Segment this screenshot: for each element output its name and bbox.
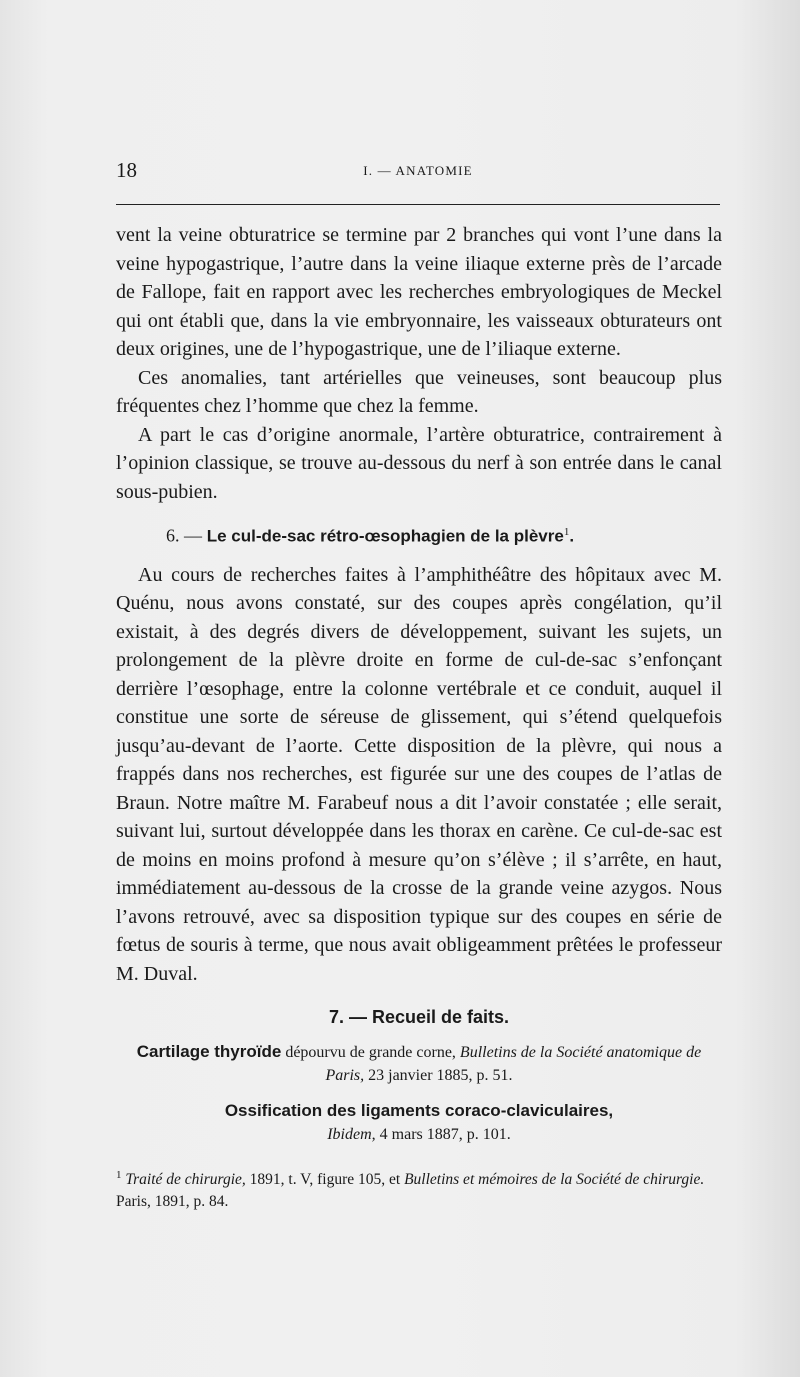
section-6-title: Le cul-de-sac rétro-œsophagien de la plèvre <box>206 526 564 546</box>
page-header <box>116 158 720 188</box>
reference-1-journal: Bulletins de la Société anatomique de Paris, <box>325 1044 702 1085</box>
reference-1-date: 23 janvier 1885, p. 51. <box>364 1067 513 1085</box>
reference-1 <box>116 1040 722 1087</box>
footnote-end: Paris, 1891, p. 84. <box>116 1193 229 1211</box>
footnote-details: 1891, t. V, figure 105, et <box>245 1171 405 1189</box>
paragraph-4: Au cours de recherches faites à l’amphithéâtre des hôpitaux avec M. Quénu, nous avons constaté, sur des coupes après congélation, qu’il existait, à des degrés divers de développement, suivant les sujets, un prolongement de la plèvre droite en forme de cul-de-sac s’enfonçant derrière l’œsophage, entre la colonne vertébrale et ce conduit, auquel il constitue une sorte de séreuse de glissement, qui s’étend quelquefois jusqu’au-devant de l’aorte. Cette disposition de la plèvre, qui nous a frappés dans nos recherches, est figurée sur une des coupes de l’atlas de Braun. Notre maître M. Farabeuf nous a dit l’avoir constatée ; elle serait, suivant lui, surtout développée dans les thorax en carène. Ce cul-de-sac est de moins en moins profond à mesure qu’on s’élève ; il s’arrête, en haut, immédiatement au-dessous de la crosse de la grande veine azygos. Nous l’avons retrouvé, avec sa disposition typique sur des coupes en série de fœtus de souris à terme, que nous avait obligeamment prêtées le professeur M. Duval. <box>116 563 722 985</box>
paragraph-1: vent la veine obturatrice se termine par 2 branches qui vont l’une dans la veine hypogastrique, l’autre dans la veine iliaque externe près de l’arcade de Fallope, fait en rapport avec les recherches embryologiques de Meckel qui ont établi que, dans la vie embryonnaire, les vaisseaux obturateurs ont deux origines, une de l’hypogastrique, une de l’iliaque externe. <box>116 224 722 360</box>
reference-2-ibid: Ibidem, <box>327 1126 376 1144</box>
body-text <box>116 221 722 1213</box>
section-7-number: 7. — <box>328 1007 367 1028</box>
section-7-title: Recueil de faits. <box>371 1007 510 1028</box>
footnote-mark: 1 <box>116 1169 122 1182</box>
paragraph-2: Ces anomalies, tant artérielles que veineuses, sont beaucoup plus fréquentes chez l’homme que chez la femme. <box>116 366 722 417</box>
section-6-heading <box>116 520 722 549</box>
footnote-1 <box>116 1164 722 1213</box>
footnote-work: Traité de chirurgie, <box>125 1171 246 1189</box>
reference-2-date: 4 mars 1887, p. 101. <box>375 1126 511 1144</box>
reference-2-title: Ossification des ligaments coraco-claviculaires, <box>224 1101 614 1121</box>
footnote-ref-1[interactable]: 1 <box>563 526 570 538</box>
reference-1-text: dépourvu de grande corne, <box>281 1044 460 1062</box>
reference-1-title: Cartilage thyroïde <box>136 1042 282 1062</box>
section-6-number: 6. — <box>166 525 202 546</box>
section-7-heading <box>116 1004 722 1030</box>
reference-2 <box>116 1099 722 1146</box>
footnote-journal: Bulletins et mémoires de la Société de chirurgie. <box>404 1171 705 1189</box>
section-6-trailing: . <box>569 526 575 546</box>
page-number: 18 <box>116 158 137 182</box>
header-rule <box>116 204 720 205</box>
paragraph-3: A part le cas d’origine anormale, l’artère obturatrice, contrairement à l’opinion classique, se trouve au-dessous du nerf à son entrée dans le canal sous-pubien. <box>116 423 722 503</box>
running-title: I. — ANATOMIE <box>363 163 473 178</box>
